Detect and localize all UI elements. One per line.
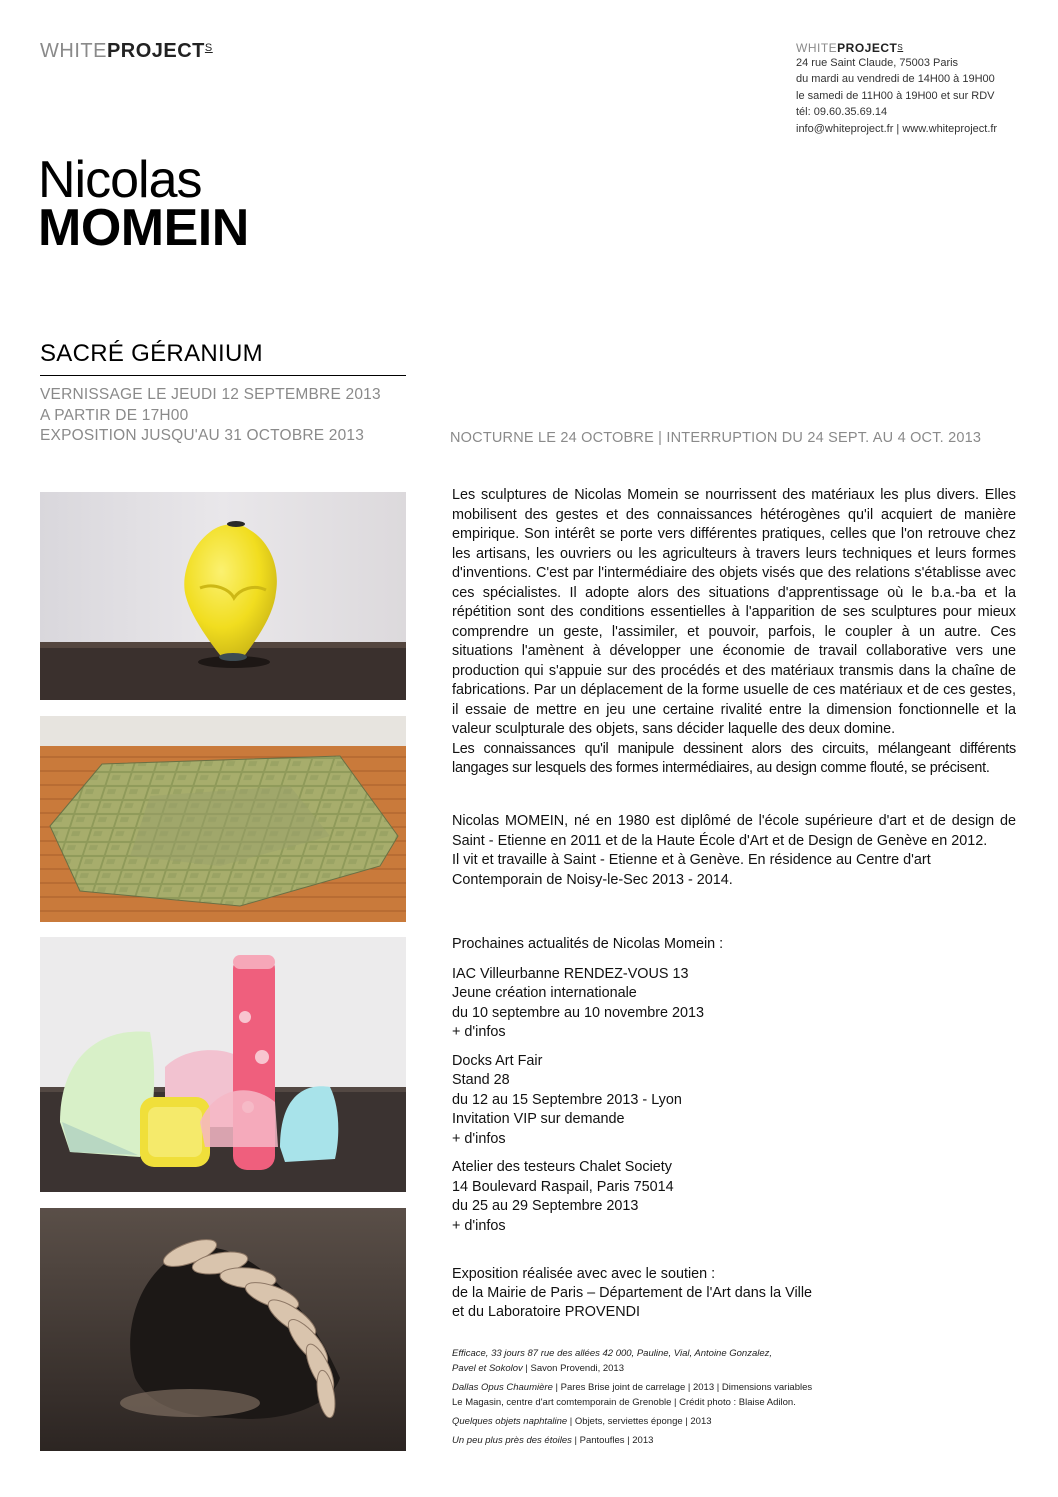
caption-detail: | Pantoufles | 2013 xyxy=(571,1435,654,1446)
event-address: 14 Boulevard Raspail, Paris 75014 xyxy=(452,1178,674,1195)
exhibition-dates xyxy=(40,385,381,447)
caption-title: Dallas Opus Chaumière xyxy=(452,1382,553,1393)
contact-web[interactable]: info@whiteproject.fr | www.whiteproject.fr xyxy=(796,122,998,135)
contact-hours-saturday: le samedi de 11H00 à 19H00 et sur RDV xyxy=(796,89,995,102)
event-more-info-link[interactable]: + d'infos xyxy=(452,1130,506,1147)
caption-2b xyxy=(452,1395,1016,1410)
brand-logo xyxy=(40,40,213,63)
caption-title: Un peu plus près des étoiles xyxy=(452,1435,572,1446)
upcoming-events xyxy=(452,935,1016,1245)
artist-first-name: Nicolas xyxy=(38,151,202,209)
logo-part-project: PROJECT xyxy=(106,40,205,62)
photo-ribbed-sculpture xyxy=(40,1208,406,1451)
contact-address: 24 rue Saint Claude, 75003 Paris xyxy=(796,57,959,69)
caption-3 xyxy=(452,1414,1016,1429)
support-line-2: de la Mairie de Paris – Département de l'Art dans la Ville xyxy=(452,1285,813,1301)
caption-2 xyxy=(452,1380,1016,1395)
photo-yellow-sculpture xyxy=(40,492,406,700)
event-title: Docks Art Fair xyxy=(452,1052,543,1069)
artist-bio xyxy=(452,812,1016,890)
photo-colorful-forms xyxy=(40,937,406,1192)
contact-logo-s: S xyxy=(897,43,904,52)
caption-title: Efficace, 33 jours 87 rue des allées 42 000, Pauline, Vial, Antoine Gonzalez, xyxy=(452,1348,773,1359)
statement-paragraph-1: Les sculptures de Nicolas Momein se nourrissent des matériaux les plus divers. Elles mobilisent des gestes et des connaissances hétérogènes qu'il acquiert de manière empirique. Son intérêt se porte vers différentes pratiques, celles que l'on retrouve chez les artisans, les ouvriers ou les agriculteurs à travers leurs techniques et leurs formes d'inventions. C'est par l'intermédiaire des objets visés que des relations s'établisse avec ces spécialistes. Il adopte alors des situations d'apprentissage où le b.a.-ba et la répétition sont des conditions essentielles à l'apparition de ses sculptures pour mieux comprendre un geste, l'assimiler, et pouvoir, parfois, le coupler à un autre. Ces situations l'amènent à développer une économie de travail collaborative vers une production qui s'appuie sur des procédés et des matériaux transmis dans la chaîne de fabrications. Par un déplacement de la forme usuelle de ces matériaux et de ces gestes, il essaie de mettre en jeu une certaine rivalité entre la dimension fonctionnelle et la valeur sculpturale des objets, sans décider laquelle des deux domine. xyxy=(452,487,1016,737)
support-credits xyxy=(452,1265,1016,1322)
artist-statement xyxy=(452,486,1016,779)
contact-phone: tél: 09.60.35.69.14 xyxy=(796,106,888,119)
title-rule xyxy=(40,375,406,376)
event-item-chalet xyxy=(452,1158,1016,1236)
support-line-1: Exposition réalisée avec avec le soutien : xyxy=(452,1266,716,1282)
start-time-line: A PARTIR DE 17H00 xyxy=(40,406,189,424)
contact-logo-project: PROJECT xyxy=(837,41,898,55)
event-title: IAC Villeurbanne RENDEZ-VOUS 13 xyxy=(452,965,689,982)
event-more-info-link[interactable]: + d'infos xyxy=(452,1217,506,1234)
caption-title: Quelques objets naphtaline xyxy=(452,1416,568,1427)
event-title: Atelier des testeurs Chalet Society xyxy=(452,1159,672,1175)
image-captions xyxy=(452,1346,1016,1452)
artist-name xyxy=(38,151,249,257)
exhibition-end-line: EXPOSITION JUSQU'AU 31 OCTOBRE 2013 xyxy=(40,427,365,444)
event-dates: du 25 au 29 Septembre 2013 xyxy=(452,1198,639,1214)
caption-detail: | Pares Brise joint de carrelage | 2013 | Dimensions variables xyxy=(552,1382,813,1393)
event-stand: Stand 28 xyxy=(452,1072,510,1088)
support-line-3: et du Laboratoire PROVENDI xyxy=(452,1304,640,1320)
caption-title: Pavel et Sokolov xyxy=(452,1363,523,1374)
event-subtitle: Jeune création internationale xyxy=(452,985,637,1001)
logo-part-s: S xyxy=(204,42,213,54)
photo-floor-tiles xyxy=(40,716,406,922)
caption-1 xyxy=(452,1346,1016,1361)
nocturne-line: NOCTURNE LE 24 OCTOBRE | INTERRUPTION DU 24 SEPT. AU 4 OCT. 2013 xyxy=(450,430,982,446)
caption-detail: | Savon Provendi, 2013 xyxy=(522,1363,624,1374)
event-dates: du 10 septembre au 10 novembre 2013 xyxy=(452,1004,705,1021)
statement-paragraph-2: Les connaissances qu'il manipule dessinent alors des circuits, mélangeant différents langages sur lesquels des formes intermédiaires, au design comme flouté, se précisent. xyxy=(452,740,1016,776)
event-dates: du 12 au 15 Septembre 2013 - Lyon xyxy=(452,1091,682,1108)
bio-paragraph-1: Nicolas MOMEIN, né en 1980 est diplômé de l'école supérieure d'art et de design de Saint - Etienne en 2011 et de la Haute École d'Art et de Design de Genève en 2012. xyxy=(452,813,1016,849)
event-item-iac xyxy=(452,965,1016,1043)
contact-block xyxy=(796,41,1046,137)
caption-detail: Le Magasin, centre d'art comtemporain de Grenoble | Crédit photo : Blaise Adilon. xyxy=(452,1397,796,1408)
logo-part-white: WHITE xyxy=(40,40,107,62)
vernissage-line: VERNISSAGE LE JEUDI 12 SEPTEMBRE 2013 xyxy=(40,386,381,403)
upcoming-heading: Prochaines actualités de Nicolas Momein : xyxy=(452,936,724,952)
contact-logo xyxy=(796,41,1046,55)
contact-hours-weekday: du mardi au vendredi de 14H00 à 19H00 xyxy=(796,73,995,86)
exhibition-title: SACRÉ GÉRANIUM xyxy=(40,340,263,367)
caption-1b xyxy=(452,1361,1016,1376)
event-more-info-link[interactable]: + d'infos xyxy=(452,1024,506,1040)
artist-last-name: MOMEIN xyxy=(38,199,249,257)
event-note: Invitation VIP sur demande xyxy=(452,1111,625,1127)
bio-paragraph-2: Il vit et travaille à Saint - Etienne et à Genève. En résidence au Centre d'art Contemporain de Noisy-le-Sec 2013 - 2014. xyxy=(452,852,931,888)
event-item-docks xyxy=(452,1052,1016,1150)
contact-logo-white: WHITE xyxy=(796,41,838,55)
caption-detail: | Objets, serviettes éponge | 2013 xyxy=(567,1416,712,1427)
caption-4 xyxy=(452,1433,1016,1448)
